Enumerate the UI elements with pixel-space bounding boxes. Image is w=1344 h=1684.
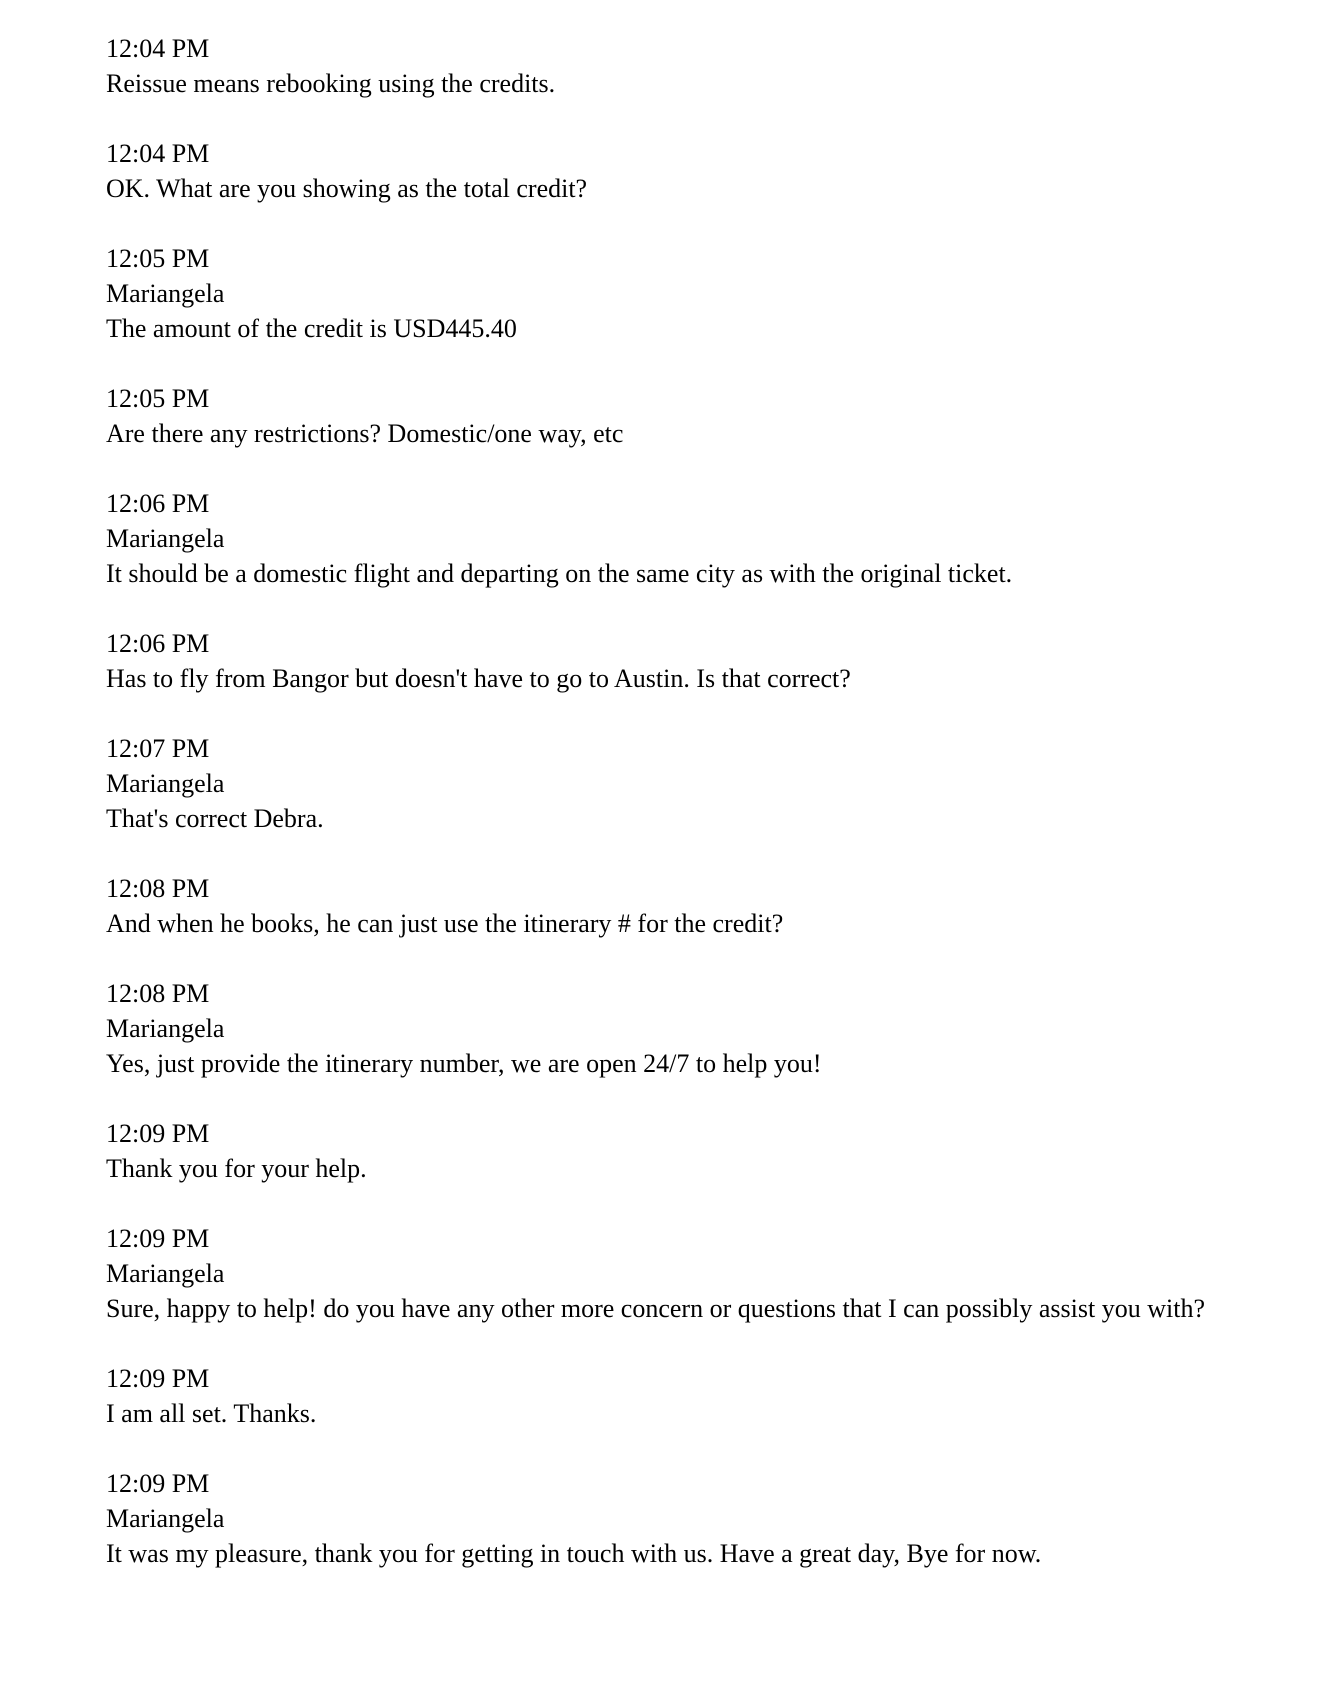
message-timestamp: 12:04 PM <box>106 34 210 63</box>
message-text: It should be a domestic flight and departing on the same city as with the original ticket. <box>106 559 1013 588</box>
message-timestamp: 12:09 PM <box>106 1119 210 1148</box>
message-timestamp: 12:04 PM <box>106 139 210 168</box>
message-text: That's correct Debra. <box>106 804 324 833</box>
message-timestamp: 12:07 PM <box>106 734 210 763</box>
message-sender: Mariangela <box>106 769 225 798</box>
message-timestamp: 12:06 PM <box>106 489 210 518</box>
message-timestamp: 12:05 PM <box>106 244 210 273</box>
message-text: The amount of the credit is USD445.40 <box>106 314 517 343</box>
message-sender: Mariangela <box>106 1259 225 1288</box>
chat-message <box>106 241 1256 346</box>
message-text: Reissue means rebooking using the credits. <box>106 69 556 98</box>
message-timestamp: 12:09 PM <box>106 1469 210 1498</box>
message-text: Are there any restrictions? Domestic/one way, etc <box>106 419 624 448</box>
chat-message <box>106 1116 1256 1186</box>
message-text: And when he books, he can just use the itinerary # for the credit? <box>106 909 784 938</box>
message-text: It was my pleasure, thank you for getting in touch with us. Have a great day, Bye for now. <box>106 1539 1042 1568</box>
message-text: I am all set. Thanks. <box>106 1399 317 1428</box>
chat-message <box>106 486 1256 591</box>
message-sender: Mariangela <box>106 1504 225 1533</box>
message-sender: Mariangela <box>106 1014 225 1043</box>
chat-message <box>106 31 1256 101</box>
message-text: Thank you for your help. <box>106 1154 367 1183</box>
chat-message <box>106 1466 1256 1571</box>
chat-message <box>106 381 1256 451</box>
chat-message <box>106 1221 1256 1326</box>
chat-message <box>106 871 1256 941</box>
message-timestamp: 12:09 PM <box>106 1224 210 1253</box>
chat-message <box>106 136 1256 206</box>
message-timestamp: 12:05 PM <box>106 384 210 413</box>
message-text: Has to fly from Bangor but doesn't have to go to Austin. Is that correct? <box>106 664 851 693</box>
message-timestamp: 12:08 PM <box>106 874 210 903</box>
message-timestamp: 12:09 PM <box>106 1364 210 1393</box>
message-text: OK. What are you showing as the total credit? <box>106 174 588 203</box>
chat-message <box>106 976 1256 1081</box>
message-text: Sure, happy to help! do you have any other more concern or questions that I can possibly assist you with? <box>106 1294 1205 1323</box>
message-timestamp: 12:06 PM <box>106 629 210 658</box>
chat-message <box>106 731 1256 836</box>
chat-message <box>106 626 1256 696</box>
chat-message <box>106 1361 1256 1431</box>
message-sender: Mariangela <box>106 279 225 308</box>
message-sender: Mariangela <box>106 524 225 553</box>
message-text: Yes, just provide the itinerary number, we are open 24/7 to help you! <box>106 1049 822 1078</box>
message-timestamp: 12:08 PM <box>106 979 210 1008</box>
